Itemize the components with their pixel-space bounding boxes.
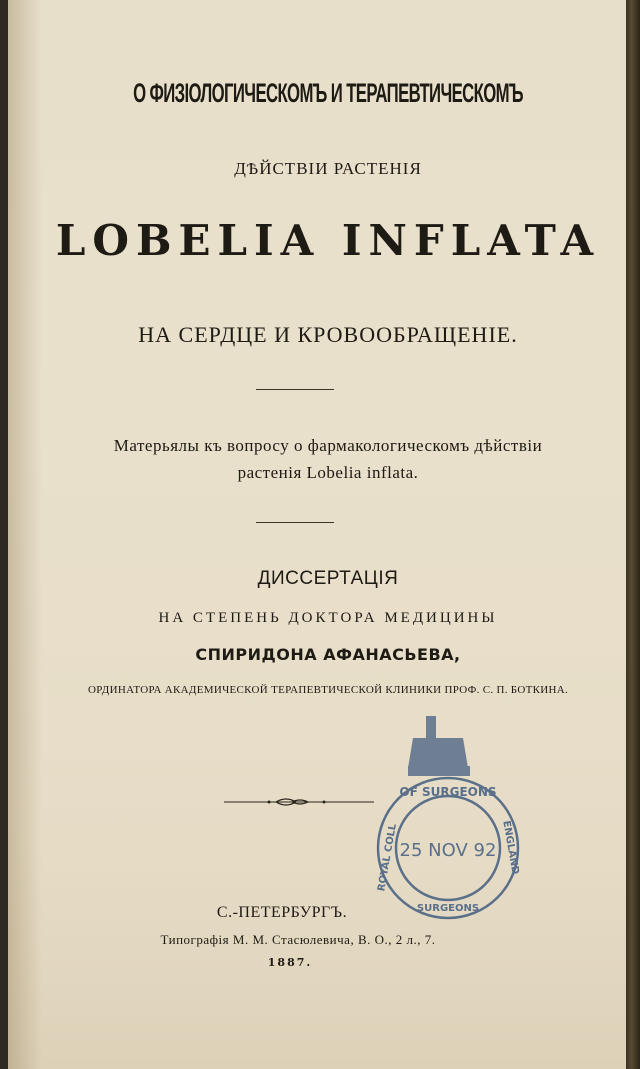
stamp-date: 25 NOV 92: [399, 840, 497, 861]
author-position: ОРДИНАТОРА АКАДЕМИЧЕСКОЙ ТЕРАПЕВТИЧЕСКОЙ КЛИНИКИ ПРОФ. С. П. БОТКИНА.: [87, 684, 569, 696]
subtitle-line-1: Матерьялы къ вопросу о фармакологическомъ дѣйствіи: [113, 436, 543, 455]
stamp-right-text: ENGLAND: [500, 819, 521, 876]
stamp-bottom-text: SURGEONS: [416, 903, 480, 914]
city-line: С.-ПЕТЕРБУРГЪ.: [216, 904, 348, 921]
printer-line: Типографія М. М. Стасюлевича, В. О., 2 л., 7.: [160, 932, 436, 947]
divider-rule-2: [256, 522, 334, 523]
dissertation-label: ДИССЕРТАЦІЯ: [257, 568, 399, 589]
divider-rule-1: [256, 389, 334, 390]
title-line-2: ДѢЙСТВІИ РАСТЕНІЯ: [234, 159, 422, 178]
degree-line: НА СТЕПЕНЬ ДОКТОРА МЕДИЦИНЫ: [158, 610, 498, 626]
document-page: [8, 0, 628, 1069]
plant-name-heading: LOBELIA INFLATA: [55, 216, 601, 265]
stamp-left-text: ROYAL COLL: [376, 822, 399, 893]
book-edge: [626, 0, 640, 1069]
ornament-divider: [224, 796, 374, 808]
subtitle-line-2: растенія Lobelia inflata.: [237, 463, 419, 482]
year-line: 1887.: [267, 956, 313, 969]
title-line-3: НА СЕРДЦЕ И КРОВООБРАЩЕНІЕ.: [138, 322, 518, 347]
author-name: СПИРИДОНА АФАНАСЬЕВА,: [195, 645, 461, 664]
stamp-top-text: OF SURGEONS: [399, 785, 497, 799]
library-stamp: [368, 708, 528, 928]
title-line-1: О ФИЗІОЛОГИЧЕСКОМЪ И ТЕРАПЕВТИЧЕСКОМЪ: [133, 78, 523, 108]
crest-icon: [408, 716, 470, 776]
